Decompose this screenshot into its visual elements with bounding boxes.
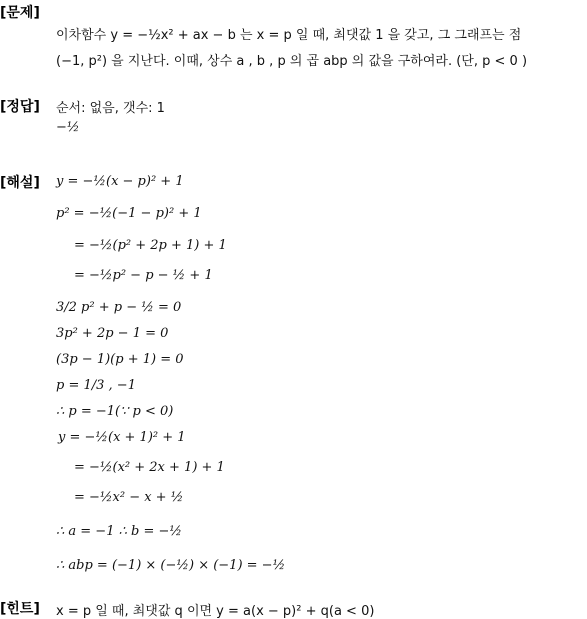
solution-line: p² = −½(−1 − p)² + 1: [56, 206, 202, 221]
solution-line: ∴ a = −1 ∴ b = −½: [56, 524, 182, 539]
answer-label: [정답]: [0, 99, 40, 115]
solution-line: = −½(p² + 2p + 1) + 1: [74, 238, 227, 253]
problem-line-1: 이차함수 y = −½x² + ax − b 는 x = p 일 때, 최댓값 1 을 갖고, 그 그래프는 점: [56, 28, 522, 43]
answer-value: −½: [56, 120, 80, 135]
solution-line: = −½x² − x + ½: [74, 490, 184, 505]
solution-line: y = −½(x + 1)² + 1: [58, 430, 186, 445]
solution-line: y = −½(x − p)² + 1: [56, 174, 184, 189]
hint-label: [힌트]: [0, 601, 40, 617]
solution-line: = −½p² − p − ½ + 1: [74, 268, 213, 283]
problem-label: [문제]: [0, 5, 40, 21]
answer-meta: 순서: 없음, 갯수: 1: [56, 101, 165, 116]
solution-line: ∴ p = −1(∵ p < 0): [56, 404, 174, 419]
solution-line: (3p − 1)(p + 1) = 0: [56, 352, 184, 367]
solution-line: 3p² + 2p − 1 = 0: [56, 326, 169, 341]
solution-label: [해설]: [0, 175, 40, 191]
solution-line: 3/2 p² + p − ½ = 0: [56, 300, 182, 315]
hint-text: x = p 일 때, 최댓값 q 이면 y = a(x − p)² + q(a < 0): [56, 604, 375, 619]
solution-line: p = 1/3 , −1: [56, 378, 136, 393]
solution-line: = −½(x² + 2x + 1) + 1: [74, 460, 225, 475]
solution-line: ∴ abp = (−1) × (−½) × (−1) = −½: [56, 558, 286, 573]
problem-line-2: (−1, p²) 을 지난다. 이때, 상수 a , b , p 의 곱 abp 의 값을 구하여라. (단, p < 0 ): [56, 54, 528, 69]
